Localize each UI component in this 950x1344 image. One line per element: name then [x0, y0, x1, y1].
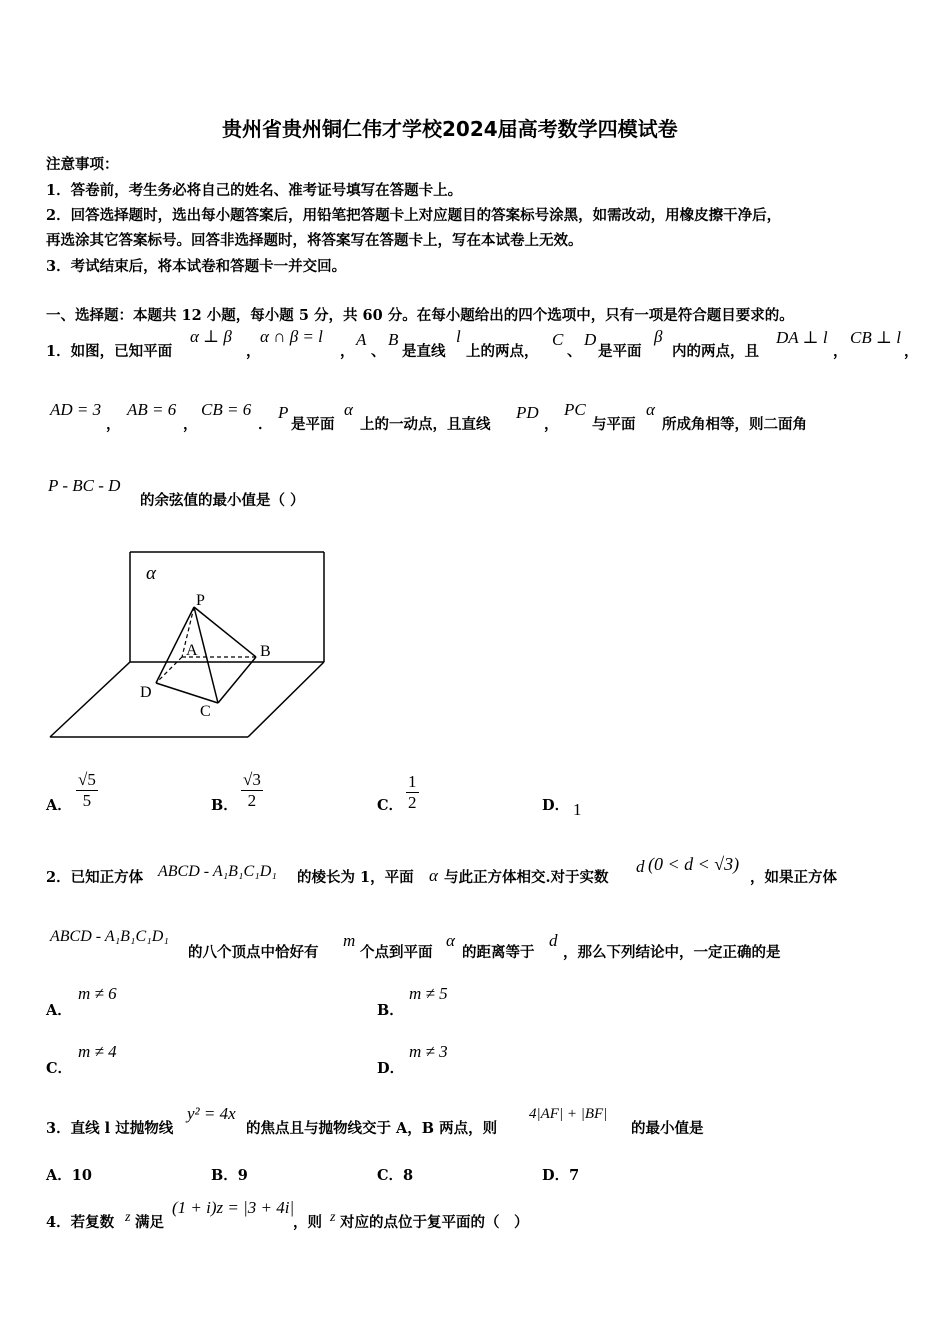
q2-text: 与此正方体相交.对于实数 — [444, 869, 609, 886]
q3-math: 4|AF| + |BF| — [529, 1106, 608, 1122]
q2-text: ，那么下列结论中，一定正确的是 — [563, 944, 781, 961]
q1-math: A — [356, 330, 367, 349]
q1-text: 、 — [567, 343, 582, 360]
q1-text: ， — [246, 343, 261, 360]
q2-option-b-value: m ≠ 5 — [409, 984, 448, 1003]
q4-text: 对应的点位于复平面的（ ） — [340, 1214, 529, 1231]
edge-dc — [156, 683, 218, 703]
edge-pb — [194, 607, 256, 657]
q2-math: α — [446, 931, 455, 950]
q4-text: 满足 — [135, 1214, 164, 1231]
notice-heading: 注意事项： — [46, 156, 119, 173]
plane-beta-left-edge — [50, 662, 130, 737]
q1-text: ， — [106, 416, 121, 433]
q3-text: 的焦点且与抛物线交于 A，B 两点，则 — [246, 1120, 498, 1137]
q4-text: 4．若复数 — [46, 1214, 115, 1231]
q1-text: 、 — [371, 343, 386, 360]
q1-math: PD — [516, 403, 539, 422]
q1-option-c-value — [406, 772, 419, 813]
q2-math: d — [636, 857, 645, 876]
q1-option-a-label[interactable]: A． — [46, 797, 72, 814]
label-a: A — [186, 642, 198, 659]
denominator: 5 — [76, 790, 98, 811]
q1-option-b-value — [241, 770, 263, 811]
q1-math: β — [654, 327, 663, 346]
q1-math: DA ⊥ l — [776, 328, 828, 347]
q1-text: 内的两点，且 — [672, 343, 759, 360]
q2-option-c-value: m ≠ 4 — [78, 1042, 117, 1061]
q1-option-b-label[interactable]: B． — [211, 797, 238, 814]
q3-option-a[interactable]: A．10 — [46, 1167, 92, 1184]
q1-text: 上的两点， — [466, 343, 539, 360]
q2-option-d-value: m ≠ 3 — [409, 1042, 448, 1061]
q1-math: α — [344, 400, 353, 419]
edge-pc — [194, 607, 218, 703]
q2-option-a-value: m ≠ 6 — [78, 984, 117, 1003]
denominator: 2 — [408, 793, 417, 812]
q2-text: 2．已知正方体 — [46, 869, 144, 886]
q2-option-c-label[interactable]: C． — [46, 1060, 73, 1077]
q1-math: P - BC - D — [48, 476, 121, 495]
q1-text: 所成角相等，则二面角 — [662, 416, 807, 433]
notice-item: 3．考试结束后，将本试卷和答题卡一并交回。 — [46, 258, 347, 275]
q4-math: z — [125, 1210, 131, 1225]
numerator: √5 — [78, 770, 96, 789]
notice-item: 再选涂其它答案标号。回答非选择题时，将答案写在答题卡上，写在本试卷上无效。 — [46, 232, 583, 249]
q1-math: CB ⊥ l — [850, 328, 901, 347]
q1-option-d-value: 1 — [573, 800, 582, 819]
q2-text: ，如果正方体 — [750, 869, 837, 886]
q1-math: AD = 3 — [50, 400, 102, 419]
numerator: √3 — [243, 770, 261, 789]
q2-math: ABCD - A₁B₁C₁D₁ — [50, 928, 169, 945]
q2-option-a-label[interactable]: A． — [46, 1002, 72, 1019]
edge-cb — [218, 657, 256, 703]
q1-option-a-value — [76, 770, 98, 811]
q1-math: PC — [564, 400, 586, 419]
q1-math: α — [646, 400, 655, 419]
q1-text: ， — [183, 416, 198, 433]
q2-option-d-label[interactable]: D． — [377, 1060, 405, 1077]
q1-math: B — [388, 330, 399, 349]
q1-text: 的余弦值的最小值是（ ） — [140, 492, 305, 509]
denominator: 2 — [241, 790, 263, 811]
q1-text: ． — [258, 416, 273, 433]
label-alpha: α — [146, 563, 156, 584]
q2-math: m — [343, 931, 356, 950]
q2-math: α — [429, 866, 438, 885]
q1-math: l — [456, 327, 461, 346]
q3-text: 的最小值是 — [631, 1120, 704, 1137]
q1-text: 是平面 — [291, 416, 335, 433]
q2-math: d — [549, 931, 558, 950]
q1-figure — [42, 545, 342, 755]
q3-option-b[interactable]: B．9 — [211, 1167, 248, 1184]
q2-option-b-label[interactable]: B． — [377, 1002, 404, 1019]
q2-text: 的棱长为 1，平面 — [297, 869, 414, 886]
page-title: 贵州省贵州铜仁伟才学校2024届高考数学四模试卷 — [222, 117, 678, 141]
numerator: 1 — [408, 772, 417, 791]
q4-math: (1 + i)z = |3 + 4i| — [172, 1198, 295, 1217]
plane-beta-right-edge — [248, 662, 324, 737]
q1-text: 是直线 — [402, 343, 446, 360]
q1-text: 是平面 — [598, 343, 642, 360]
notice-item: 2．回答选择题时，选出每小题答案后，用铅笔把答题卡上对应题目的答案标号涂黑，如需改动，用橡皮擦干净后， — [46, 207, 782, 224]
q2-text: 个点到平面 — [360, 944, 433, 961]
q1-text: 1．如图，已知平面 — [46, 343, 173, 360]
edge-ad — [156, 657, 182, 683]
q1-math: α ⊥ β — [190, 327, 232, 346]
q2-text: 的距离等于 — [462, 944, 535, 961]
q1-text: 上的一动点，且直线 — [360, 416, 491, 433]
q2-math: ABCD - A₁B₁C₁D₁ — [158, 863, 277, 880]
q1-text: ， — [340, 343, 355, 360]
q1-text: ， — [904, 343, 919, 360]
q1-text: ， — [544, 416, 559, 433]
q1-option-c-label[interactable]: C． — [377, 797, 404, 814]
notice-item: 1．答卷前，考生务必将自己的姓名、准考证号填写在答题卡上。 — [46, 182, 463, 199]
q1-math: α ∩ β = l — [260, 327, 323, 346]
q1-option-d-label[interactable]: D． — [542, 797, 570, 814]
q3-math: y² = 4x — [187, 1104, 236, 1123]
q1-math: AB = 6 — [127, 400, 177, 419]
q4-math: z — [330, 1210, 336, 1225]
q1-math: C — [552, 330, 564, 349]
q1-math: D — [584, 330, 597, 349]
q1-math: P — [278, 403, 289, 422]
q3-option-c[interactable]: C．8 — [377, 1167, 414, 1184]
label-b: B — [260, 643, 271, 660]
q2-text: 的八个顶点中恰好有 — [188, 944, 319, 961]
q2-math: (0 < d < √3) — [648, 854, 740, 874]
label-p: P — [196, 592, 205, 609]
q3-text: 3．直线 l 过抛物线 — [46, 1120, 174, 1137]
label-d: D — [140, 684, 152, 701]
section-heading: 一、选择题：本题共 12 小题，每小题 5 分，共 60 分。在每小题给出的四个选项中，只有一项是符合题目要求的。 — [46, 307, 794, 324]
q3-option-d[interactable]: D．7 — [542, 1167, 580, 1184]
q4-text: ，则 — [293, 1214, 322, 1231]
label-c: C — [200, 703, 211, 720]
q1-text: ， — [833, 343, 848, 360]
q1-math: CB = 6 — [201, 400, 252, 419]
q1-text: 与平面 — [592, 416, 636, 433]
